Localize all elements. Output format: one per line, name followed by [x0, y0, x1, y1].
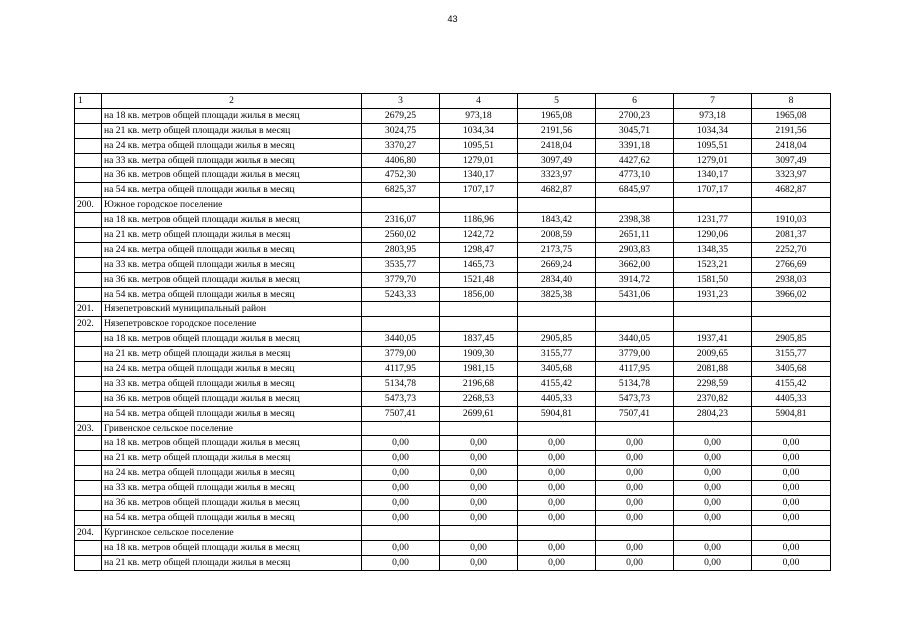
row-number	[75, 436, 102, 451]
empty-cell	[362, 198, 440, 213]
value-cell: 4406,80	[362, 153, 440, 168]
value-cell: 0,00	[362, 510, 440, 525]
value-cell: 0,00	[674, 451, 752, 466]
settlement-name: Южное городское поселение	[102, 198, 362, 213]
empty-cell	[596, 317, 674, 332]
row-number: 204.	[75, 525, 102, 540]
value-cell: 2938,03	[752, 272, 831, 287]
norm-description: на 36 кв. метров общей площади жилья в месяц	[102, 496, 362, 511]
row-number	[75, 287, 102, 302]
empty-cell	[674, 302, 752, 317]
table-row	[75, 391, 831, 406]
value-cell: 4117,95	[362, 362, 440, 377]
norm-description: на 18 кв. метров общей площади жилья в месяц	[102, 213, 362, 228]
value-cell: 3440,05	[596, 332, 674, 347]
value-cell: 973,18	[440, 108, 518, 123]
row-number	[75, 332, 102, 347]
value-cell: 0,00	[518, 436, 596, 451]
value-cell: 2903,83	[596, 242, 674, 257]
empty-cell	[440, 317, 518, 332]
table-row	[75, 510, 831, 525]
value-cell: 3914,72	[596, 272, 674, 287]
value-cell: 1707,17	[674, 183, 752, 198]
empty-cell	[752, 421, 831, 436]
table-row	[75, 481, 831, 496]
value-cell: 5904,81	[518, 406, 596, 421]
value-cell: 3391,18	[596, 138, 674, 153]
row-number	[75, 183, 102, 198]
table-row	[75, 555, 831, 570]
empty-cell	[518, 525, 596, 540]
norm-description: на 18 кв. метров общей площади жилья в месяц	[102, 332, 362, 347]
value-cell: 1290,06	[674, 228, 752, 243]
value-cell: 0,00	[440, 436, 518, 451]
value-cell: 0,00	[596, 481, 674, 496]
value-cell: 2669,24	[518, 257, 596, 272]
value-cell: 2905,85	[518, 332, 596, 347]
value-cell: 2268,53	[440, 391, 518, 406]
column-header: 6	[596, 94, 674, 109]
norm-description: на 21 кв. метр общей площади жилья в месяц	[102, 555, 362, 570]
empty-cell	[752, 302, 831, 317]
value-cell: 0,00	[674, 466, 752, 481]
value-cell: 0,00	[674, 436, 752, 451]
row-number	[75, 347, 102, 362]
value-cell: 2905,85	[752, 332, 831, 347]
norm-description: на 54 кв. метра общей площади жилья в месяц	[102, 510, 362, 525]
value-cell: 3045,71	[596, 123, 674, 138]
row-number	[75, 510, 102, 525]
empty-cell	[596, 302, 674, 317]
empty-cell	[362, 302, 440, 317]
table-row	[75, 272, 831, 287]
value-cell: 2316,07	[362, 213, 440, 228]
empty-cell	[440, 198, 518, 213]
section-row	[75, 421, 831, 436]
value-cell: 3440,05	[362, 332, 440, 347]
value-cell: 5134,78	[596, 376, 674, 391]
value-cell: 2803,95	[362, 242, 440, 257]
empty-cell	[674, 198, 752, 213]
norm-description: на 33 кв. метра общей площади жилья в месяц	[102, 376, 362, 391]
row-number	[75, 481, 102, 496]
norm-description: на 54 кв. метра общей площади жилья в месяц	[102, 183, 362, 198]
value-cell: 0,00	[362, 436, 440, 451]
value-cell: 1340,17	[440, 168, 518, 183]
value-cell: 2651,11	[596, 228, 674, 243]
value-cell: 2298,59	[674, 376, 752, 391]
table-row	[75, 347, 831, 362]
column-header: 2	[102, 94, 362, 109]
table-body	[75, 94, 831, 571]
row-number	[75, 362, 102, 377]
table-row	[75, 228, 831, 243]
value-cell: 1231,77	[674, 213, 752, 228]
row-number	[75, 451, 102, 466]
row-number	[75, 108, 102, 123]
value-cell: 5473,73	[596, 391, 674, 406]
column-header: 7	[674, 94, 752, 109]
value-cell: 1837,45	[440, 332, 518, 347]
value-cell: 0,00	[596, 496, 674, 511]
value-cell: 1034,34	[674, 123, 752, 138]
norm-description: на 36 кв. метров общей площади жилья в месяц	[102, 391, 362, 406]
value-cell: 1937,41	[674, 332, 752, 347]
table-row	[75, 540, 831, 555]
table-row	[75, 168, 831, 183]
value-cell: 3323,97	[518, 168, 596, 183]
value-cell: 2009,65	[674, 347, 752, 362]
row-number	[75, 466, 102, 481]
empty-cell	[518, 317, 596, 332]
value-cell: 2699,61	[440, 406, 518, 421]
norm-description: на 21 кв. метр общей площади жилья в месяц	[102, 347, 362, 362]
value-cell: 1981,15	[440, 362, 518, 377]
value-cell: 3323,97	[752, 168, 831, 183]
value-cell: 1931,23	[674, 287, 752, 302]
value-cell: 4405,33	[518, 391, 596, 406]
value-cell: 1348,35	[674, 242, 752, 257]
value-cell: 3779,70	[362, 272, 440, 287]
table-row	[75, 153, 831, 168]
row-number	[75, 228, 102, 243]
value-cell: 0,00	[518, 451, 596, 466]
value-cell: 0,00	[362, 496, 440, 511]
section-row	[75, 302, 831, 317]
row-number	[75, 540, 102, 555]
value-cell: 3535,77	[362, 257, 440, 272]
row-number	[75, 168, 102, 183]
value-cell: 2081,88	[674, 362, 752, 377]
norm-description: на 54 кв. метра общей площади жилья в месяц	[102, 406, 362, 421]
value-cell: 2766,69	[752, 257, 831, 272]
value-cell: 2700,23	[596, 108, 674, 123]
norm-description: на 33 кв. метра общей площади жилья в месяц	[102, 153, 362, 168]
value-cell: 3405,68	[752, 362, 831, 377]
row-number	[75, 272, 102, 287]
norm-description: на 24 кв. метра общей площади жилья в месяц	[102, 242, 362, 257]
column-header: 4	[440, 94, 518, 109]
value-cell: 3405,68	[518, 362, 596, 377]
table-row	[75, 332, 831, 347]
table-row	[75, 257, 831, 272]
empty-cell	[596, 525, 674, 540]
value-cell: 4427,62	[596, 153, 674, 168]
norm-description: на 24 кв. метра общей площади жилья в месяц	[102, 466, 362, 481]
empty-cell	[752, 198, 831, 213]
value-cell: 3155,77	[518, 347, 596, 362]
row-number: 202.	[75, 317, 102, 332]
value-cell: 4405,33	[752, 391, 831, 406]
row-number	[75, 213, 102, 228]
value-cell: 0,00	[440, 540, 518, 555]
value-cell: 0,00	[674, 481, 752, 496]
value-cell: 1965,08	[752, 108, 831, 123]
section-row	[75, 198, 831, 213]
value-cell: 1242,72	[440, 228, 518, 243]
row-number	[75, 376, 102, 391]
value-cell: 4117,95	[596, 362, 674, 377]
empty-cell	[362, 421, 440, 436]
norm-description: на 18 кв. метров общей площади жилья в месяц	[102, 540, 362, 555]
value-cell: 2560,02	[362, 228, 440, 243]
value-cell: 1186,96	[440, 213, 518, 228]
table-row	[75, 406, 831, 421]
section-row	[75, 317, 831, 332]
value-cell: 5431,06	[596, 287, 674, 302]
table-row	[75, 451, 831, 466]
value-cell: 1909,30	[440, 347, 518, 362]
settlement-name: Нязепетровский муниципальный район	[102, 302, 362, 317]
section-row	[75, 525, 831, 540]
value-cell: 2834,40	[518, 272, 596, 287]
value-cell: 0,00	[518, 510, 596, 525]
value-cell: 0,00	[752, 481, 831, 496]
norm-description: на 36 кв. метров общей площади жилья в месяц	[102, 272, 362, 287]
value-cell: 1095,51	[440, 138, 518, 153]
norm-description: на 33 кв. метра общей площади жилья в месяц	[102, 481, 362, 496]
value-cell: 4682,87	[752, 183, 831, 198]
value-cell: 1521,48	[440, 272, 518, 287]
table-row	[75, 123, 831, 138]
value-cell: 2418,04	[518, 138, 596, 153]
value-cell: 0,00	[362, 540, 440, 555]
value-cell: 0,00	[596, 466, 674, 481]
value-cell: 6825,37	[362, 183, 440, 198]
table-row	[75, 213, 831, 228]
value-cell: 0,00	[518, 466, 596, 481]
table-row	[75, 138, 831, 153]
value-cell: 0,00	[362, 451, 440, 466]
row-number: 200.	[75, 198, 102, 213]
norm-description: на 21 кв. метр общей площади жилья в месяц	[102, 451, 362, 466]
value-cell: 0,00	[752, 555, 831, 570]
value-cell: 3966,02	[752, 287, 831, 302]
norm-description: на 21 кв. метр общей площади жилья в месяц	[102, 123, 362, 138]
value-cell: 0,00	[362, 466, 440, 481]
value-cell: 5134,78	[362, 376, 440, 391]
value-cell: 3779,00	[596, 347, 674, 362]
header-row	[75, 94, 831, 109]
value-cell: 0,00	[752, 510, 831, 525]
value-cell: 1965,08	[518, 108, 596, 123]
value-cell: 2804,23	[674, 406, 752, 421]
empty-cell	[518, 302, 596, 317]
norm-description: на 24 кв. метра общей площади жилья в месяц	[102, 362, 362, 377]
value-cell: 2252,70	[752, 242, 831, 257]
value-cell: 0,00	[362, 481, 440, 496]
value-cell: 3155,77	[752, 347, 831, 362]
table-row	[75, 242, 831, 257]
value-cell: 0,00	[752, 436, 831, 451]
row-number	[75, 555, 102, 570]
table-row	[75, 496, 831, 511]
value-cell: 1279,01	[674, 153, 752, 168]
column-header: 8	[752, 94, 831, 109]
empty-cell	[596, 198, 674, 213]
table-row	[75, 436, 831, 451]
row-number	[75, 138, 102, 153]
settlement-name: Кургинское сельское поселение	[102, 525, 362, 540]
value-cell: 3024,75	[362, 123, 440, 138]
value-cell: 0,00	[518, 496, 596, 511]
norm-description: на 18 кв. метров общей площади жилья в месяц	[102, 436, 362, 451]
settlement-name: Нязепетровское городское поселение	[102, 317, 362, 332]
norm-description: на 54 кв. метра общей площади жилья в месяц	[102, 287, 362, 302]
value-cell: 0,00	[440, 496, 518, 511]
value-cell: 1523,21	[674, 257, 752, 272]
value-cell: 2191,56	[518, 123, 596, 138]
empty-cell	[518, 198, 596, 213]
value-cell: 3097,49	[752, 153, 831, 168]
column-header: 1	[75, 94, 102, 109]
value-cell: 0,00	[518, 481, 596, 496]
empty-cell	[518, 421, 596, 436]
tariff-table	[74, 93, 831, 571]
empty-cell	[752, 317, 831, 332]
value-cell: 4752,30	[362, 168, 440, 183]
empty-cell	[440, 525, 518, 540]
value-cell: 1843,42	[518, 213, 596, 228]
value-cell: 0,00	[596, 555, 674, 570]
value-cell: 0,00	[752, 496, 831, 511]
value-cell: 2008,59	[518, 228, 596, 243]
value-cell: 2173,75	[518, 242, 596, 257]
page-number: 43	[447, 14, 458, 24]
row-number	[75, 496, 102, 511]
norm-description: на 18 кв. метров общей площади жилья в месяц	[102, 108, 362, 123]
value-cell: 973,18	[674, 108, 752, 123]
value-cell: 3097,49	[518, 153, 596, 168]
row-number	[75, 257, 102, 272]
norm-description: на 24 кв. метра общей площади жилья в месяц	[102, 138, 362, 153]
settlement-name: Гривенское сельское поселение	[102, 421, 362, 436]
value-cell: 0,00	[752, 451, 831, 466]
value-cell: 2418,04	[752, 138, 831, 153]
value-cell: 0,00	[674, 555, 752, 570]
value-cell: 0,00	[440, 510, 518, 525]
table-row	[75, 108, 831, 123]
value-cell: 0,00	[674, 496, 752, 511]
row-number	[75, 242, 102, 257]
row-number: 203.	[75, 421, 102, 436]
value-cell: 0,00	[362, 555, 440, 570]
value-cell: 6845,97	[596, 183, 674, 198]
value-cell: 0,00	[752, 466, 831, 481]
value-cell: 0,00	[440, 481, 518, 496]
value-cell: 0,00	[752, 540, 831, 555]
value-cell: 2081,37	[752, 228, 831, 243]
value-cell: 0,00	[440, 466, 518, 481]
norm-description: на 36 кв. метров общей площади жилья в месяц	[102, 168, 362, 183]
empty-cell	[674, 525, 752, 540]
empty-cell	[362, 317, 440, 332]
empty-cell	[440, 421, 518, 436]
row-number: 201.	[75, 302, 102, 317]
value-cell: 1298,47	[440, 242, 518, 257]
value-cell: 2370,82	[674, 391, 752, 406]
empty-cell	[440, 302, 518, 317]
value-cell: 5473,73	[362, 391, 440, 406]
value-cell: 7507,41	[596, 406, 674, 421]
value-cell: 0,00	[518, 540, 596, 555]
value-cell: 3370,27	[362, 138, 440, 153]
value-cell: 2398,38	[596, 213, 674, 228]
column-header: 3	[362, 94, 440, 109]
value-cell: 0,00	[596, 540, 674, 555]
empty-cell	[596, 421, 674, 436]
value-cell: 5243,33	[362, 287, 440, 302]
value-cell: 1707,17	[440, 183, 518, 198]
table-row	[75, 362, 831, 377]
value-cell: 2196,68	[440, 376, 518, 391]
column-header: 5	[518, 94, 596, 109]
table-row	[75, 183, 831, 198]
value-cell: 3779,00	[362, 347, 440, 362]
empty-cell	[674, 421, 752, 436]
value-cell: 4155,42	[518, 376, 596, 391]
value-cell: 2191,56	[752, 123, 831, 138]
value-cell: 1910,03	[752, 213, 831, 228]
value-cell: 0,00	[596, 451, 674, 466]
row-number	[75, 406, 102, 421]
value-cell: 4682,87	[518, 183, 596, 198]
norm-description: на 21 кв. метр общей площади жилья в месяц	[102, 228, 362, 243]
value-cell: 3662,00	[596, 257, 674, 272]
value-cell: 1465,73	[440, 257, 518, 272]
value-cell: 4773,10	[596, 168, 674, 183]
row-number	[75, 153, 102, 168]
value-cell: 1279,01	[440, 153, 518, 168]
value-cell: 0,00	[596, 510, 674, 525]
value-cell: 1034,34	[440, 123, 518, 138]
empty-cell	[362, 525, 440, 540]
value-cell: 3825,38	[518, 287, 596, 302]
value-cell: 0,00	[674, 540, 752, 555]
row-number	[75, 391, 102, 406]
empty-cell	[674, 317, 752, 332]
value-cell: 1581,50	[674, 272, 752, 287]
value-cell: 1095,51	[674, 138, 752, 153]
value-cell: 1340,17	[674, 168, 752, 183]
table-row	[75, 376, 831, 391]
table-row	[75, 287, 831, 302]
table-row	[75, 466, 831, 481]
value-cell: 0,00	[596, 436, 674, 451]
value-cell: 4155,42	[752, 376, 831, 391]
value-cell: 0,00	[440, 555, 518, 570]
value-cell: 2679,25	[362, 108, 440, 123]
value-cell: 0,00	[440, 451, 518, 466]
row-number	[75, 123, 102, 138]
value-cell: 1856,00	[440, 287, 518, 302]
empty-cell	[752, 525, 831, 540]
value-cell: 5904,81	[752, 406, 831, 421]
norm-description: на 33 кв. метра общей площади жилья в месяц	[102, 257, 362, 272]
value-cell: 7507,41	[362, 406, 440, 421]
value-cell: 0,00	[518, 555, 596, 570]
value-cell: 0,00	[674, 510, 752, 525]
